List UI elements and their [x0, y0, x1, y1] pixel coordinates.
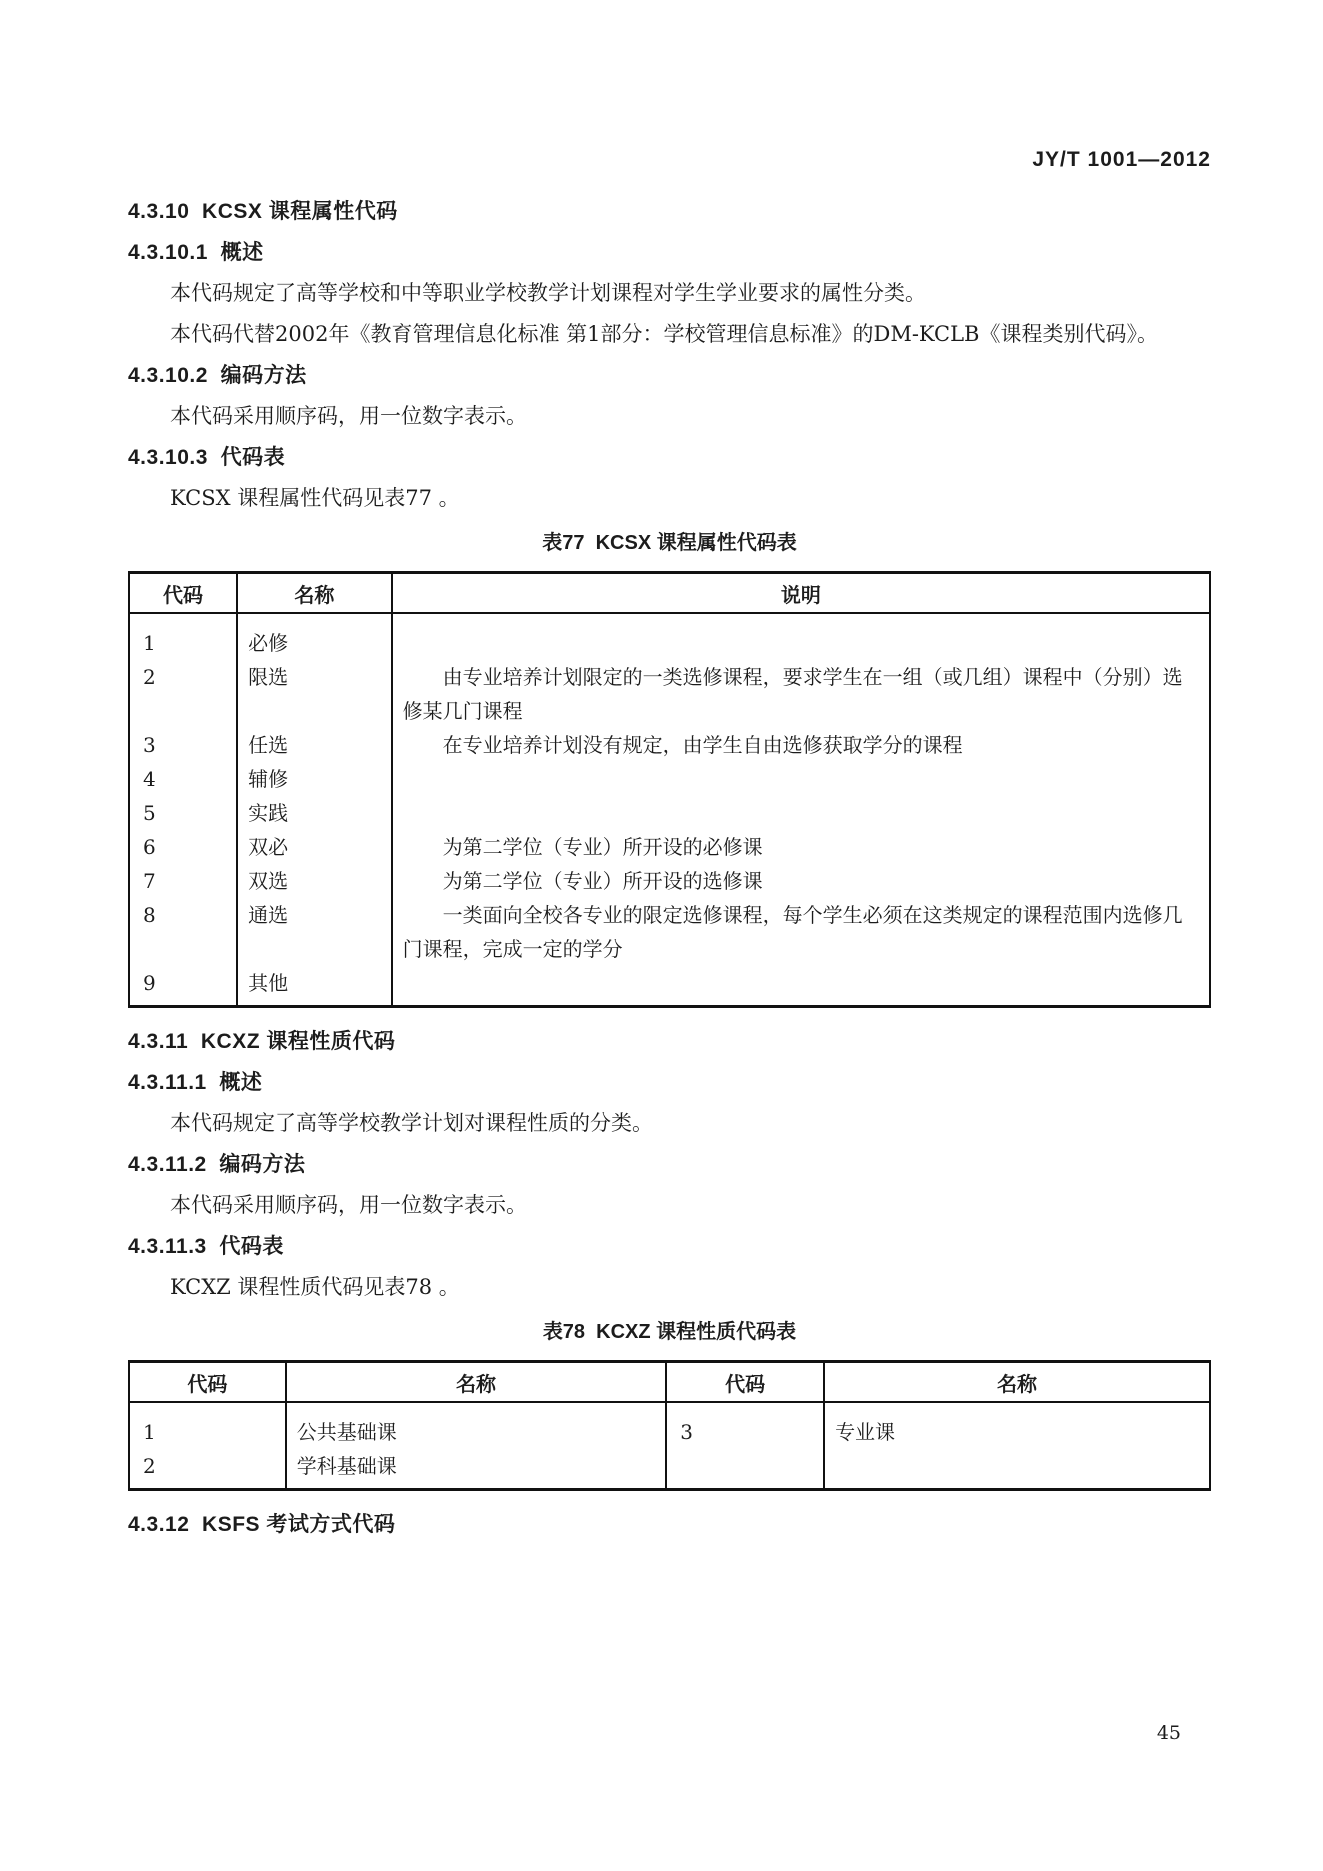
cell-code: [666, 1449, 824, 1490]
table77-header-row: [129, 573, 1210, 614]
cell-desc: [392, 613, 1210, 660]
cell-name: 专业课: [824, 1402, 1210, 1449]
paragraph-replaces: 本代码代替2002年《教育管理信息化标准 第1部分：学校管理信息标准》的DM-KCLB《课程类别代码》。: [170, 322, 1158, 346]
heading-4-3-11-3: 4.3.11.3 代码表: [128, 1235, 284, 1258]
cell-code: 8: [129, 898, 237, 966]
cell-desc: 为第二学位（专业）所开设的选修课: [392, 864, 1210, 898]
cell-code: 6: [129, 830, 237, 864]
heading-4-3-11-1: 4.3.11.1 概述: [128, 1071, 263, 1094]
cell-name: 通选: [237, 898, 392, 966]
cell-desc: [392, 762, 1210, 796]
paragraph-see-table78: KCXZ 课程性质代码见表78 。: [170, 1275, 460, 1299]
table78-col-name-2: 名称: [824, 1362, 1210, 1403]
table-row: [129, 796, 1210, 830]
paragraph-scope-2: 本代码规定了高等学校教学计划对课程性质的分类。: [170, 1111, 653, 1135]
cell-name: [824, 1449, 1210, 1490]
cell-name: 双选: [237, 864, 392, 898]
table-row: [129, 830, 1210, 864]
page-number: 45: [1156, 1722, 1181, 1744]
table-row: [129, 762, 1210, 796]
cell-code: 1: [129, 1402, 286, 1449]
cell-desc: 在专业培养计划没有规定，由学生自由选修获取学分的课程: [392, 728, 1210, 762]
table78-col-name-1: 名称: [286, 1362, 667, 1403]
cell-code: 7: [129, 864, 237, 898]
cell-desc: 一类面向全校各专业的限定选修课程，每个学生必须在这类规定的课程范围内选修几门课程，完成一定的学分: [392, 898, 1210, 966]
table-row: [129, 613, 1210, 660]
cell-desc: 为第二学位（专业）所开设的必修课: [392, 830, 1210, 864]
cell-name: 任选: [237, 728, 392, 762]
table-row: [129, 1402, 1210, 1449]
table-row: [129, 966, 1210, 1007]
table78-col-code-1: 代码: [129, 1362, 286, 1403]
table-78: [128, 1360, 1211, 1491]
table77-col-code: 代码: [129, 573, 237, 614]
cell-code: 3: [129, 728, 237, 762]
table77-caption: 表77 KCSX 课程属性代码表: [542, 532, 797, 554]
cell-name: 其他: [237, 966, 392, 1007]
paragraph-scope: 本代码规定了高等学校和中等职业学校教学计划课程对学生学业要求的属性分类。: [170, 281, 926, 305]
table-row: [129, 1449, 1210, 1490]
heading-4-3-10-2: 4.3.10.2 编码方法: [128, 364, 307, 387]
heading-4-3-11-2: 4.3.11.2 编码方法: [128, 1153, 306, 1176]
cell-desc: 由专业培养计划限定的一类选修课程，要求学生在一组（或几组）课程中（分别）选修某几门课程: [392, 660, 1210, 728]
table-row: [129, 660, 1210, 728]
cell-code: 3: [666, 1402, 824, 1449]
cell-code: 1: [129, 613, 237, 660]
table-row: [129, 864, 1210, 898]
paragraph-coding-method: 本代码采用顺序码，用一位数字表示。: [170, 404, 527, 428]
cell-code: 4: [129, 762, 237, 796]
cell-code: 5: [129, 796, 237, 830]
cell-code: 9: [129, 966, 237, 1007]
heading-4-3-10: 4.3.10 KCSX 课程属性代码: [128, 200, 398, 223]
heading-4-3-10-1: 4.3.10.1 概述: [128, 241, 264, 264]
table-row: [129, 898, 1210, 966]
table78-header-row: [129, 1362, 1210, 1403]
paragraph-see-table77: KCSX 课程属性代码见表77 。: [170, 486, 460, 510]
doc-number: JY/T 1001—2012: [1032, 148, 1211, 171]
paragraph-coding-method-2: 本代码采用顺序码，用一位数字表示。: [170, 1193, 527, 1217]
table77-col-name: 名称: [237, 573, 392, 614]
table78-col-code-2: 代码: [666, 1362, 824, 1403]
cell-code: 2: [129, 1449, 286, 1490]
cell-name: 实践: [237, 796, 392, 830]
table78-caption: 表78 KCXZ 课程性质代码表: [542, 1321, 797, 1343]
heading-4-3-12: 4.3.12 KSFS 考试方式代码: [128, 1513, 396, 1536]
cell-name: 辅修: [237, 762, 392, 796]
heading-4-3-11: 4.3.11 KCXZ 课程性质代码: [128, 1030, 396, 1053]
table-row: [129, 728, 1210, 762]
cell-name: 必修: [237, 613, 392, 660]
table77-col-desc: 说明: [392, 573, 1210, 614]
cell-name: 公共基础课: [286, 1402, 667, 1449]
cell-desc: [392, 966, 1210, 1007]
cell-name: 双必: [237, 830, 392, 864]
heading-4-3-10-3: 4.3.10.3 代码表: [128, 446, 286, 469]
cell-desc: [392, 796, 1210, 830]
cell-code: 2: [129, 660, 237, 728]
cell-name: 学科基础课: [286, 1449, 667, 1490]
table-77: [128, 571, 1211, 1008]
cell-name: 限选: [237, 660, 392, 728]
